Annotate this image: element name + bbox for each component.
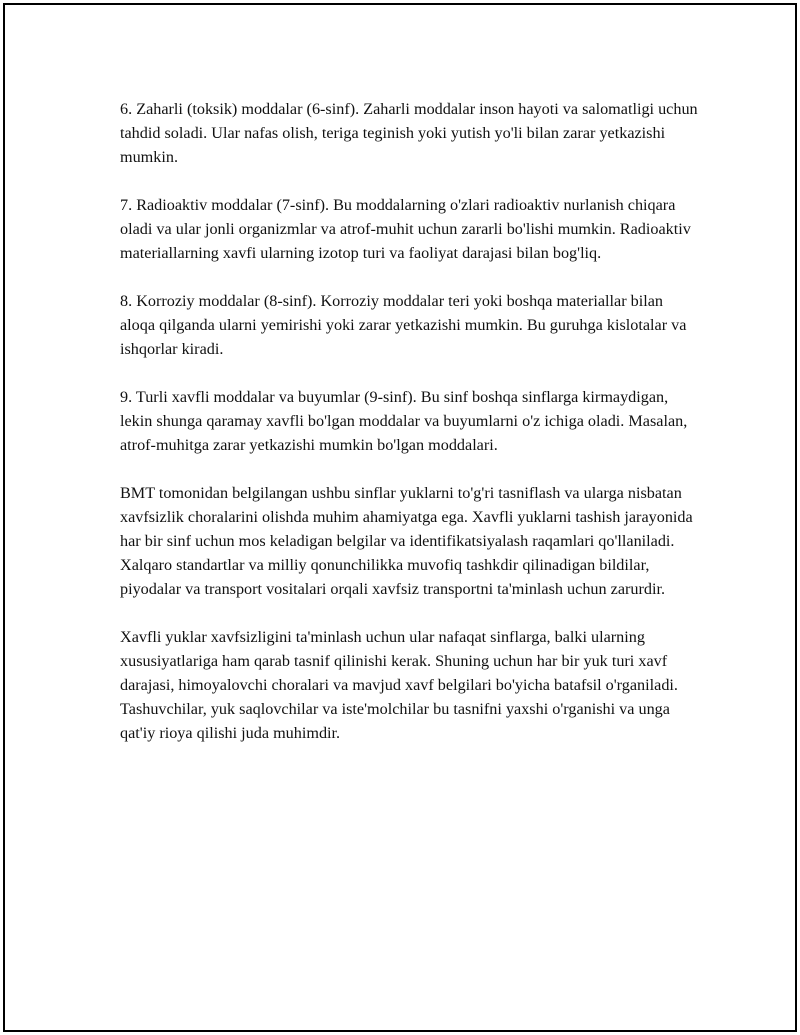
paragraph-class-9: 9. Turli xavfli moddalar va buyumlar (9-sinf). Bu sinf boshqa sinflarga kirmaydigan, lekin shunga qaramay xavfli bo'lgan moddalar va buyumlarni o'z ichiga oladi. Masalan, atrof-muhitga zarar yetkazishi mumkin bo'lgan moddalari. bbox=[120, 388, 688, 454]
paragraph-safety-conclusion: Xavfli yuklar xavfsizligini ta'minlash uchun ular nafaqat sinflarga, balki ularning xususiyatlariga ham qarab tasnif qilinishi kerak. Shuning uchun har bir yuk turi xavf darajasi, himoyalovchi choralari va mavjud xavf belgilari bo'yicha batafsil o'rganiladi. Tashuvchilar, yuk saqlovchilar va iste'molchilar bu tasnifni yaxshi o'rganishi va unga qat'iy rioya qilishi juda muhimdir. bbox=[120, 628, 678, 742]
paragraph-class-7: 7. Radioaktiv moddalar (7-sinf). Bu moddalarning o'zlari radioaktiv nurlanish chiqara oladi va ular jonli organizmlar va atrof-muhit uchun zararli bo'lishi mumkin. Radioaktiv materiallarning xavfi ularning izotop turi va faoliyat darajasi bilan bog'liq. bbox=[120, 196, 691, 262]
paragraph-un-classes-importance: BMT tomonidan belgilangan ushbu sinflar yuklarni to'g'ri tasniflash va ularga nisbatan xavfsizlik choralarini olishda muhim ahamiyatga ega. Xavfli yuklarni tashish jarayonida har bir sinf uchun mos keladigan belgilar va identifikatsiyalash raqamlari qo'llaniladi. Xalqaro standartlar va milliy qonunchilikka muvofiq tashkdir qilinadigan bildilar, piyodalar va transport vositalari orqali xavfsiz transportni ta'minlash uchun zarurdir. bbox=[120, 484, 693, 598]
paragraph-class-6: 6. Zaharli (toksik) moddalar (6-sinf). Zaharli moddalar inson hayoti va salomatligi uchun tahdid soladi. Ular nafas olish, teriga teginish yoki yutish yo'li bilan zarar yetkazishi mumkin. bbox=[120, 100, 698, 166]
page-border bbox=[3, 3, 797, 1032]
paragraph-class-8: 8. Korroziy moddalar (8-sinf). Korroziy moddalar teri yoki boshqa materiallar bilan aloqa qilganda ularni yemirishi yoki zarar yetkazishi mumkin. Bu guruhga kislotalar va ishqorlar kiradi. bbox=[120, 292, 687, 358]
document-body bbox=[120, 97, 700, 769]
